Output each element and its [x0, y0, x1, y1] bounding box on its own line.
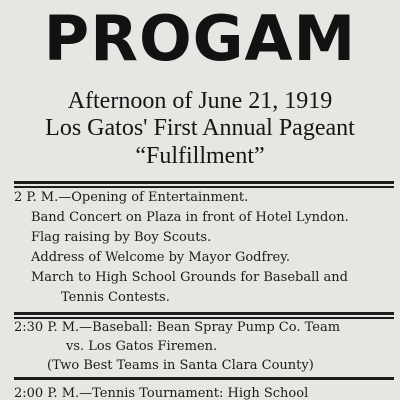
schedule-line: vs. Los Gatos Firemen. [66, 339, 218, 354]
section-divider [14, 181, 394, 184]
program-title: PROGAM [43, 2, 357, 75]
schedule-line: March to High School Grounds for Baseball and [31, 270, 348, 285]
schedule-line: 2:30 P. M.—Baseball: Bean Spray Pump Co. Team [14, 320, 341, 335]
pageant-line: Los Gatos' First Annual Pageant [45, 115, 355, 141]
schedule-line: Flag raising by Boy Scouts. [31, 230, 212, 245]
schedule-line: Band Concert on Plaza in front of Hotel Lyndon. [31, 210, 349, 225]
schedule-line: 2:00 P. M.—Tennis Tournament: High School [14, 386, 309, 400]
date-line: Afternoon of June 21, 1919 [67, 88, 333, 114]
pageant-name: “Fulfillment” [135, 143, 265, 169]
section-divider [14, 312, 394, 315]
schedule-line: 2 P. M.—Opening of Entertainment. [14, 190, 249, 205]
schedule-line: Address of Welcome by Mayor Godfrey. [31, 250, 290, 265]
section-divider [14, 377, 394, 380]
schedule-line: (Two Best Teams in Santa Clara County) [47, 358, 314, 373]
schedule-line: Tennis Contests. [61, 290, 170, 305]
